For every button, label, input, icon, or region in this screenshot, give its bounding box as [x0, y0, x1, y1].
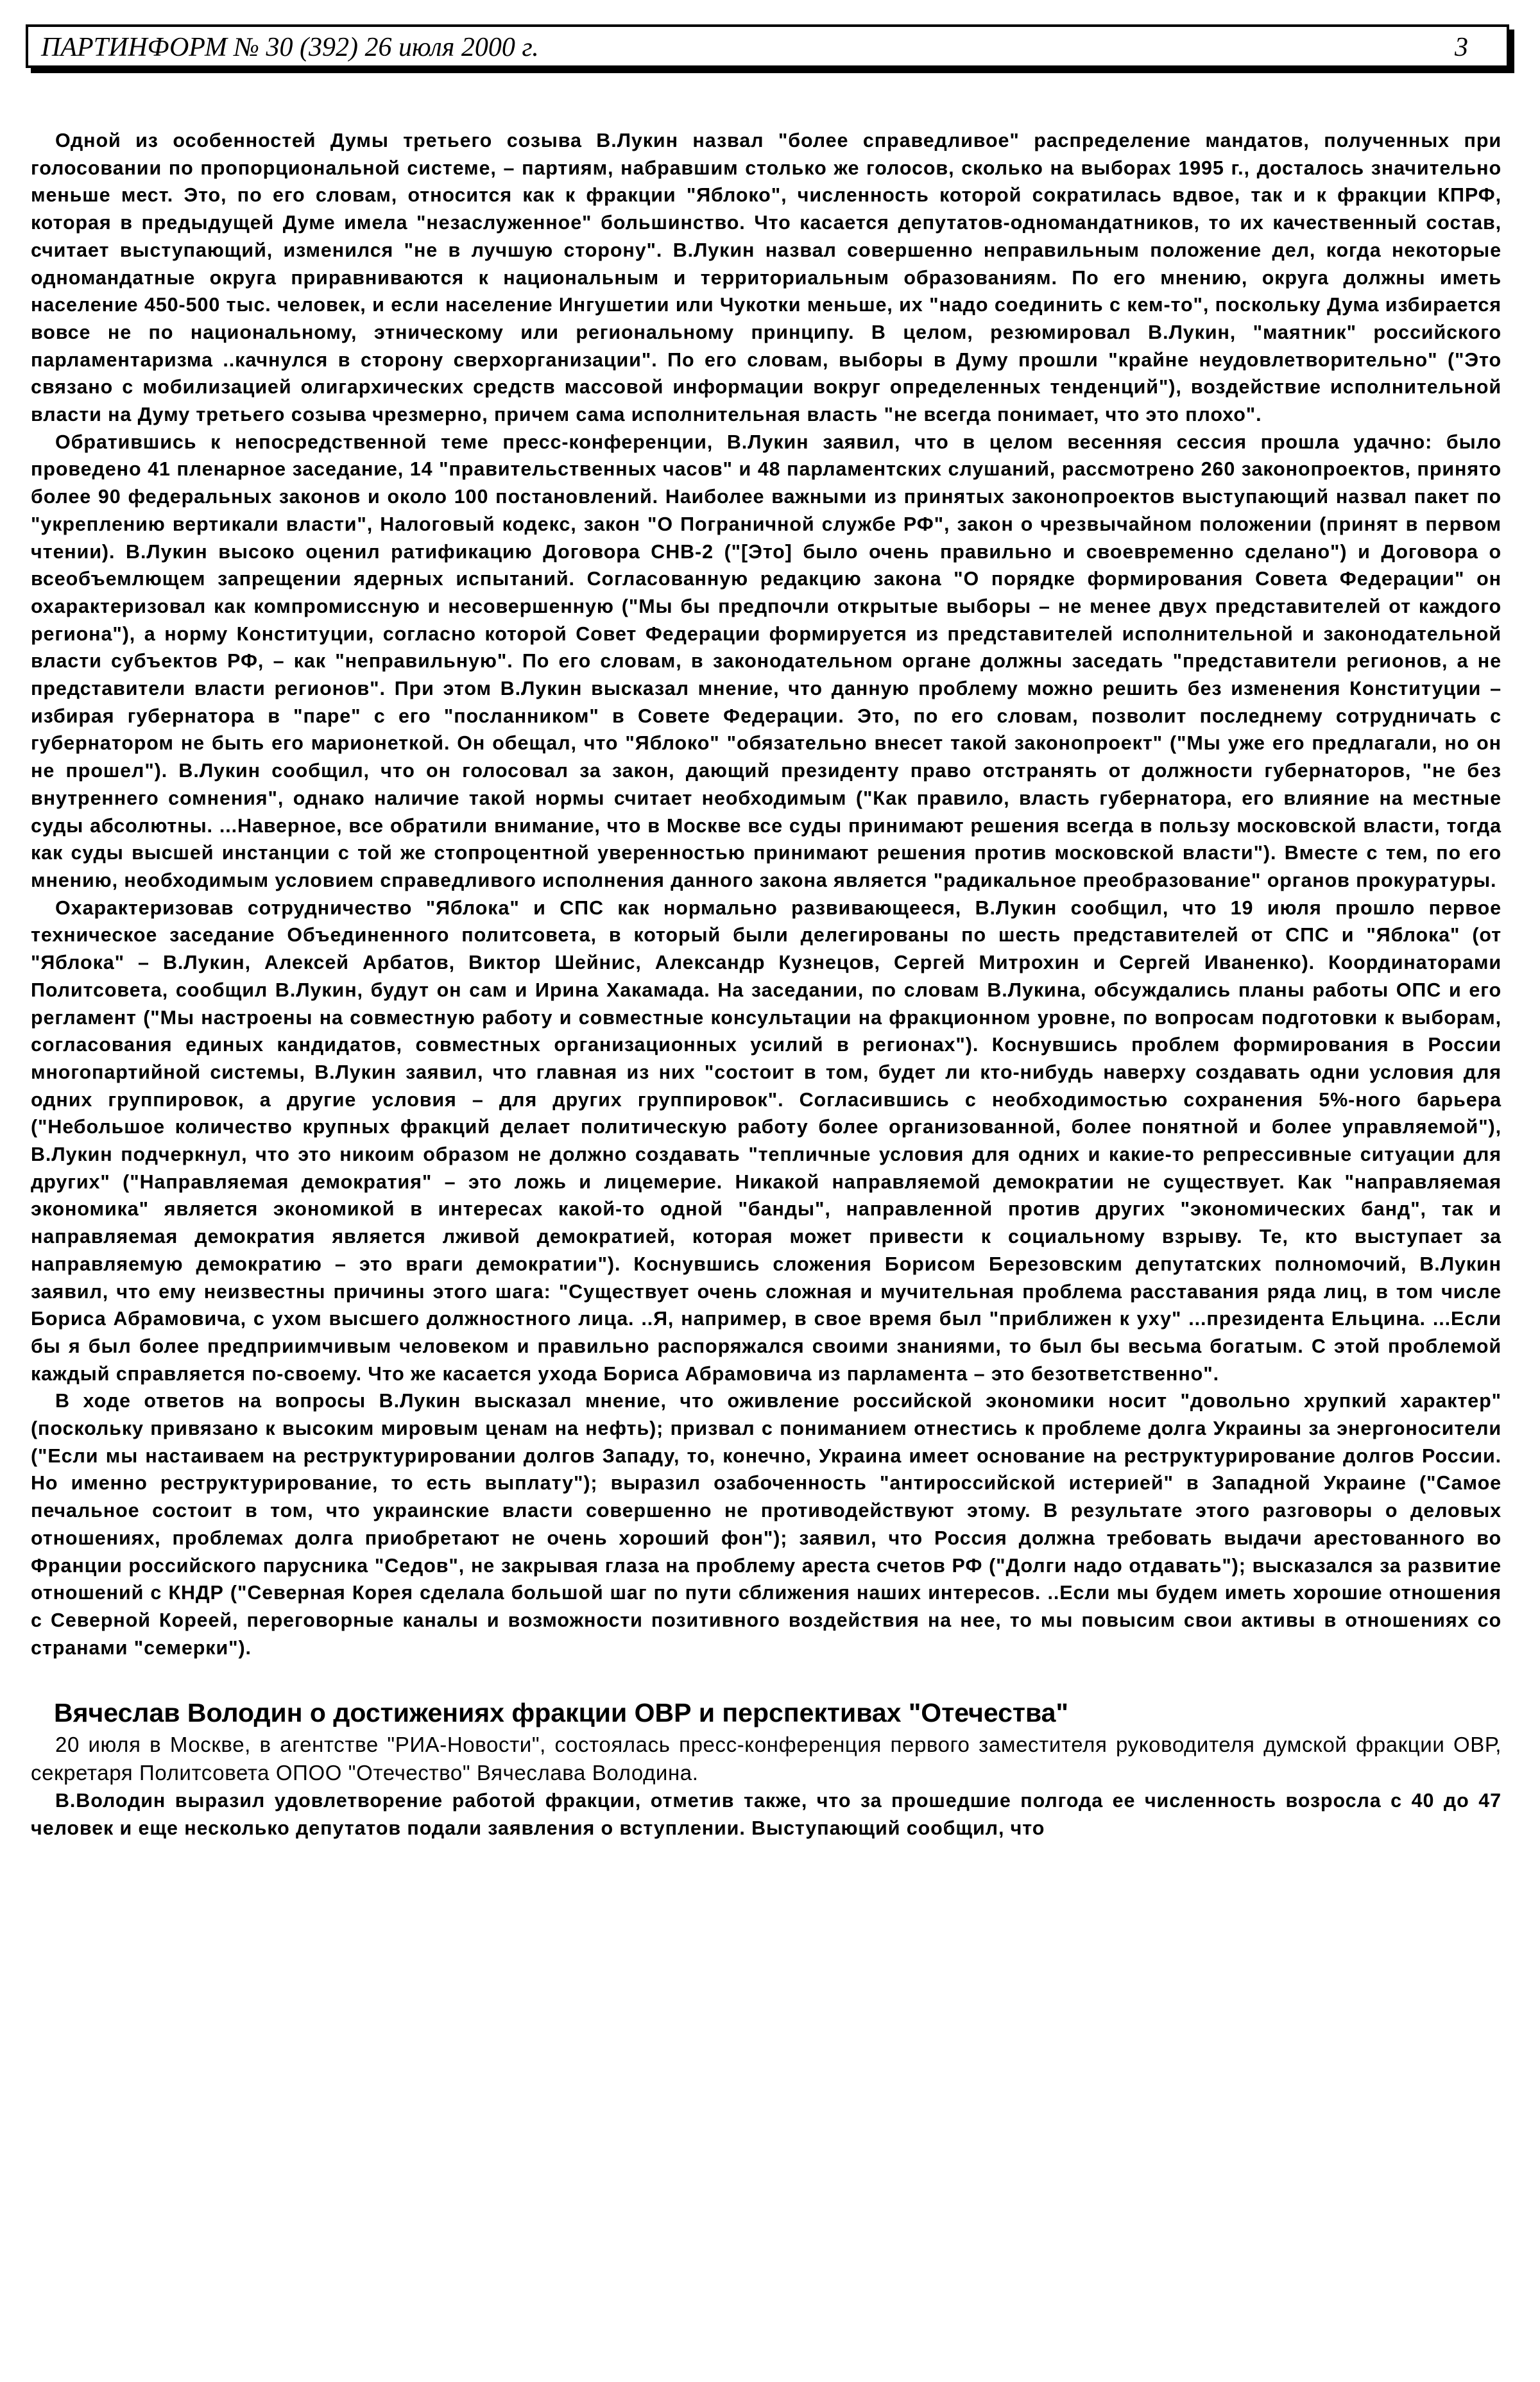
article-paragraph: В.Володин выразил удовлетворение работой фракции, отметив также, что за прошедшие полгода ее численность возросла с 40 до 47 человек и еще несколько депутатов подали заявления о вступлении. Выступающий сообщил, что — [31, 1790, 1502, 1840]
page-header — [26, 24, 1509, 68]
newsletter-issue-title: ПАРТИНФОРМ № 30 (392) 26 июля 2000 г. — [41, 33, 539, 62]
article-paragraph: Одной из особенностей Думы третьего созыва В.Лукин назвал "более справедливое" распределение мандатов, полученных при голосовании по пропорциональной системе, – партиям, набравшим столько же голосов, сколько на выборах 1995 г., досталось значительно меньше мест. Это, по его словам, относится как к фракции "Яблоко", численность которой сократилась вдвое, так и к фракции КПРФ, которая в предыдущей Думе имела "незаслуженное" большинство. Что касается депутатов-одномандатников, то их качественный состав, считает выступающий, изменился "не в лучшую сторону". В.Лукин назвал совершенно неправильным положение дел, когда некоторые одномандатные округа приравниваются к национальным и территориальным образованиям. По его мнению, округа должны иметь население 450-500 тыс. человек, и если население Ингушетии или Чукотки меньше, их "надо соединить с кем-то", поскольку Дума избирается вовсе не по национальному, этническому или региональному принципу. В целом, резюмировал В.Лукин, "маятник" российского парламентаризма ..качнулся в сторону сверхорганизации". По его словам, выборы в Думу прошли "крайне неудовлетворительно" ("Это связано с мобилизацией олигархических средств массовой информации вокруг определенных тенденций"), воздействие исполнительной власти на Думу третьего созыва чрезмерно, причем сама исполнительная власть "не всегда понимает, что это плохо". — [31, 130, 1502, 426]
article-paragraph: Обратившись к непосредственной теме пресс-конференции, В.Лукин заявил, что в целом весенняя сессия прошла удачно: было проведено 41 пленарное заседание, 14 "правительственных часов" и 48 парламентских слушаний, рассмотрено 260 законопроектов, принято более 90 федеральных законов и около 100 постановлений. Наиболее важными из принятых законопроектов выступающий назвал пакет по "укреплению вертикали власти", Налоговый кодекс, закон "О Пограничной службе РФ", закон о чрезвычайном положении (принят в первом чтении). В.Лукин высоко оценил ратификацию Договора СНВ-2 ("[Это] было очень правильно и своевременно сделано") и Договора о всеобъемлющем запрещении ядерных испытаний. Согласованную редакцию закона "О порядке формирования Совета Федерации" он охарактеризовал как компромиссную и несовершенную ("Мы бы предпочли открытые выборы – не менее двух представителей от каждого региона"), а норму Конституции, согласно которой Совет Федерации формируется из представителей исполнительной и законодательной власти субъектов РФ, – как "неправильную". По его словам, в законодательном органе должны заседать "представители регионов, а не представители власти регионов". При этом В.Лукин высказал мнение, что данную проблему можно решить без изменения Конституции – избирая губернатора в "паре" с его "посланником" в Совете Федерации. Это, по его словам, позволит последнему сотрудничать с губернатором не быть его марионеткой. Он обещал, что "Яблоко" "обязательно внесет такой законопроект" ("Мы уже его предлагали, но он не прошел"). В.Лукин сообщил, что он голосовал за закон, дающий президенту право отстранять от должности губернаторов, "не без внутреннего сомнения", однако наличие такой нормы считает необходимым ("Как правило, власть губернатора, его влияние на местные суды абсолютны. ...Наверное, все обратили внимание, что в Москве все суды принимают решения всегда в пользу московской власти, тогда как суды высшей инстанции с той же стопроцентной уверенностью принимают решения против московской власти"). Вместе с тем, по его мнению, необходимым условием справедливого исполнения данного закона является "радикальное преобразование" органов прокуратуры. — [31, 431, 1502, 891]
page-content — [31, 127, 1502, 1842]
article-lead: 20 июля в Москве, в агентстве "РИА-Новости", состоялась пресс-конференция первого заместителя руководителя думской фракции ОВР, секретаря Политсовета ОПОО "Отечество" Вячеслава Володина. — [31, 1733, 1502, 1785]
article-headline: Вячеслав Володин о достижениях фракции ОВР и перспективах "Отечества" — [54, 1698, 1068, 1728]
article-paragraph: В ходе ответов на вопросы В.Лукин высказал мнение, что оживление российской экономики носит "довольно хрупкий характер" (поскольку привязано к высоким мировым ценам на нефть); призвал с пониманием отнестись к проблеме долга Украины за энергоносители ("Если мы настаиваем на реструктурировании долгов Западу, то, конечно, Украина имеет основание на реструктурирование долгов России. Но именно реструктурирование, то есть выплату"); выразил озабоченность "антироссийской истерией" в Западной Украине ("Самое печальное состоит в том, что украинские власти совершенно не противодействуют этому. В результате этого разговоры о деловых отношениях, проблемах долга приобретают не очень хороший фон"); заявил, что Россия должна требовать выдачи арестованного во Франции российского парусника "Седов", не закрывая глаза на проблему ареста счетов РФ ("Долги надо отдавать"); высказался за развитие отношений с КНДР ("Северная Корея сделала большой шаг по пути сближения наших интересов. ..Если мы будем иметь хорошие отношения с Северной Кореей, переговорные каналы и возможности позитивного воздействия на нее, то мы повысим свои активы в отношениях со странами "семерки"). — [31, 1390, 1502, 1659]
page-number: 3 — [1455, 33, 1468, 62]
article-paragraph: Охарактеризовав сотрудничество "Яблока" и СПС как нормально развивающееся, В.Лукин сообщил, что 19 июля прошло первое техническое заседание Объединенного политсовета, в который были делегированы по шесть представителей от СПС и "Яблока" (от "Яблока" – В.Лукин, Алексей Арбатов, Виктор Шейнис, Александр Кузнецов, Сергей Митрохин и Сергей Иваненко). Координаторами Политсовета, сообщил В.Лукин, будут он сам и Ирина Хакамада. На заседании, по словам В.Лукина, обсуждались планы работы ОПС и его регламент ("Мы настроены на совместную работу и совместные консультации на фракционном уровне, по вопросам подготовки к выборам, согласования единых кандидатов, совместных организационных усилий в регионах"). Коснувшись проблем формирования в России многопартийной системы, В.Лукин заявил, что главная из них "состоит в том, будет ли кто-нибудь наверху создавать одни условия для одних группировок, а другие условия – для других группировок". Согласившись с необходимостью сохранения 5%-ного барьера ("Небольшое количество крупных фракций делает политическую работу более организованной, более понятной и более управляемой"), В.Лукин подчеркнул, что это никоим образом не должно создавать "тепличные условия для одних и какие-то репрессивные ситуации для других" ("Направляемая демократия" – это ложь и лицемерие. Никакой направляемой демократии не существует. Как "направляемая экономика" является экономикой в интересах какой-то одной "банды", направленной против других "экономических банд", так и направляемая демократия является лживой демократией, которая может привести к социальному взрыву. Те, кто выступает за направляемую демократию – это враги демократии"). Коснувшись сложения Борисом Березовским депутатских полномочий, В.Лукин заявил, что ему неизвестны причины этого шага: "Существует очень сложная и мучительная проблема расставания ряда лиц, в том числе Бориса Абрамовича, с ухом высшего должностного лица. ..Я, например, в свое время был "приближен к уху" ...президента Ельцина. ...Если бы я был более предприимчивым человеком и правильно распоряжался своими знаниями, то был бы весьма богатым. С этой проблемой каждый справляется по-своему. Что же касается ухода Бориса Абрамовича из парламента – это безответственно". — [31, 896, 1502, 1385]
article-lukin — [31, 127, 1502, 1661]
article-volodin — [31, 1697, 1502, 1842]
